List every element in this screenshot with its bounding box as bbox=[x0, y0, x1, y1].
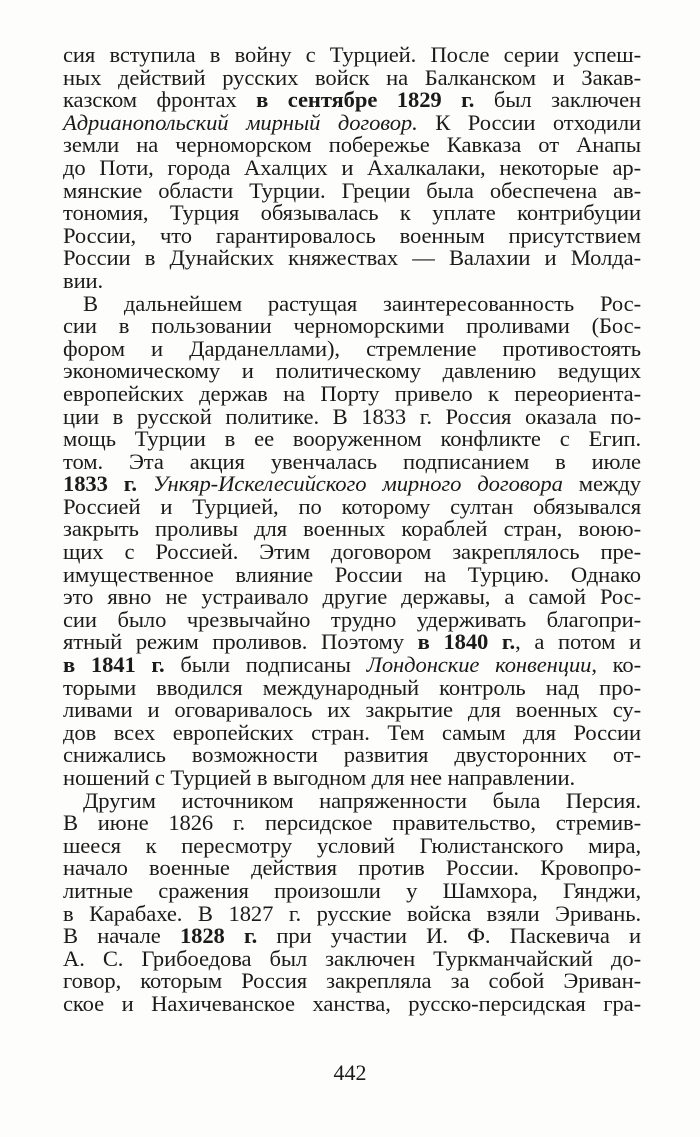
text-line bbox=[63, 222, 641, 248]
text-line bbox=[63, 719, 641, 745]
text-run: начало военные действия против России. Кровопро- bbox=[63, 855, 641, 881]
text-run: это явно не устраивало другие державы, а самой Рос- bbox=[63, 584, 641, 610]
text-run: ных действий русских войск на Балканском и Закав- bbox=[63, 64, 641, 90]
text-run: земли на черноморском побережье Кавказа от Анапы bbox=[63, 132, 641, 158]
text-run: были подписаны bbox=[164, 652, 367, 678]
text-line bbox=[63, 877, 641, 903]
bold-date: в 1841 г. bbox=[63, 652, 165, 678]
text-run: том. Эта акция увенчалась подписанием в июле bbox=[63, 448, 641, 474]
text-run: экономическому и политическому давлению ведущих bbox=[63, 358, 641, 384]
text-run: К России отходили bbox=[417, 109, 641, 135]
text-line bbox=[63, 177, 641, 203]
text-line bbox=[63, 64, 641, 90]
text-line bbox=[63, 857, 641, 880]
text-run: европейских держав на Порту привело к переориента- bbox=[63, 380, 641, 406]
text-line bbox=[63, 473, 641, 496]
italic-term: Лондонские конвенции bbox=[366, 652, 592, 678]
text-run: закрыть проливы для военных кораблей стран, воюю- bbox=[63, 516, 641, 542]
text-line bbox=[63, 134, 641, 157]
text-run: щих с Россией. Этим договором закреплялось пре- bbox=[63, 539, 641, 565]
text-run: при участии И. Ф. Паскевича и bbox=[257, 923, 642, 949]
text-run: А. С. Грибоедова был заключен Туркманчайский до- bbox=[63, 945, 641, 971]
italic-term: Адрианопольский мирный договор. bbox=[63, 109, 418, 135]
bold-date: в 1840 г. bbox=[417, 629, 516, 655]
text-line bbox=[63, 631, 641, 654]
text-line bbox=[63, 428, 641, 451]
text-line bbox=[63, 403, 641, 429]
text-line bbox=[63, 945, 641, 971]
text-run: сия вступила в войну с Турцией. После серии успеш- bbox=[63, 42, 641, 67]
bold-date: в сентябре 1829 г. bbox=[256, 87, 475, 113]
text-line bbox=[63, 267, 641, 293]
text-run: дов всех европейских стран. Тем самым для России bbox=[63, 719, 641, 745]
text-run: В июне 1826 г. персидское правительство, стремив- bbox=[63, 810, 641, 836]
text-run: ношений с Турцией в выгодном для нее направлении. bbox=[63, 765, 576, 790]
text-run: говор, которым Россия закрепляла за собой Эриван- bbox=[63, 968, 641, 994]
paragraph-2 bbox=[63, 290, 642, 790]
paragraph-3 bbox=[63, 787, 642, 1016]
text-line bbox=[63, 89, 641, 112]
text-line bbox=[63, 767, 641, 790]
text-line bbox=[63, 654, 641, 677]
text-run: сии было чрезвычайно трудно удерживать благопри- bbox=[63, 606, 641, 632]
text-run: казском фронтах bbox=[63, 87, 257, 113]
text-run: Другим источником напряженности была Персия. bbox=[83, 787, 641, 813]
text-line bbox=[63, 586, 641, 609]
text-run bbox=[137, 471, 153, 496]
text-line bbox=[63, 290, 641, 316]
text-line bbox=[63, 900, 641, 926]
text-line bbox=[63, 970, 641, 993]
text-run: между bbox=[562, 471, 642, 497]
text-run: России, что гарантировалось военным присутствием bbox=[63, 222, 641, 248]
text-line bbox=[63, 787, 641, 813]
text-line bbox=[63, 518, 641, 541]
text-line bbox=[63, 360, 641, 383]
text-run: России в Дунайских княжествах — Валахии и Молда- bbox=[63, 245, 641, 271]
text-run: снижались возможности развития двусторонних от- bbox=[63, 742, 641, 768]
text-run: , а потом и bbox=[515, 629, 641, 655]
text-run: был заключен bbox=[474, 87, 641, 113]
text-run: Россией и Турцией, по которому султан обязывался bbox=[63, 493, 641, 519]
bold-date: 1828 г. bbox=[179, 923, 258, 949]
text-run: имущественное влияние России на Турцию. Однако bbox=[63, 561, 641, 587]
text-run: шееся к пересмотру условий Гюлистанского мира, bbox=[63, 832, 641, 858]
text-run: ливами и оговаривалось их закрытие для военных су- bbox=[63, 697, 641, 723]
text-run: В дальнейшем растущая заинтересованность Рос- bbox=[83, 290, 641, 316]
text-run: до Поти, города Ахалцих и Ахалкалаки, некоторые ар- bbox=[63, 154, 641, 180]
text-line bbox=[63, 812, 641, 835]
text-run: ятный режим проливов. Поэтому bbox=[63, 629, 418, 655]
text-run: литные сражения произошли у Шамхора, Гянджи, bbox=[63, 877, 641, 903]
text-run: ции в русской политике. В 1833 г. Россия оказала по- bbox=[63, 403, 641, 429]
page-number: 442 bbox=[333, 1060, 367, 1085]
text-line bbox=[63, 832, 641, 858]
text-line bbox=[63, 561, 641, 587]
body-text bbox=[63, 44, 641, 1016]
text-run: мощь Турции в ее вооруженном конфликте с Егип. bbox=[63, 426, 641, 452]
text-line bbox=[63, 744, 641, 767]
bold-date: 1833 г. bbox=[63, 471, 137, 497]
text-run: , ко- bbox=[591, 652, 642, 678]
text-line bbox=[63, 44, 641, 67]
text-line bbox=[63, 247, 641, 270]
text-line bbox=[63, 315, 641, 338]
text-line bbox=[63, 448, 641, 474]
text-line bbox=[63, 541, 641, 564]
text-line bbox=[63, 154, 641, 180]
text-line bbox=[63, 990, 641, 1016]
text-run: мянские области Турции. Греции была обеспечена ав- bbox=[63, 177, 641, 203]
text-line bbox=[63, 380, 641, 406]
text-run: в Карабахе. В 1827 г. русские войска взяли Эривань. bbox=[63, 900, 641, 926]
text-line bbox=[63, 606, 641, 632]
text-line bbox=[63, 674, 641, 700]
text-line bbox=[63, 493, 641, 519]
text-run: ское и Нахичеванское ханства, русско-персидская гра- bbox=[63, 990, 641, 1016]
text-line bbox=[63, 699, 641, 722]
text-run: В начале bbox=[63, 923, 180, 949]
text-run: торыми вводился международный контроль над про- bbox=[63, 674, 641, 700]
text-line bbox=[63, 109, 641, 135]
text-run: тономия, Турция обязывалась к уплате контрибуции bbox=[63, 200, 641, 226]
text-line bbox=[63, 335, 641, 361]
text-line bbox=[63, 925, 641, 948]
text-run: фором и Дарданеллами), стремление противостоять bbox=[63, 335, 641, 361]
text-run: вии. bbox=[63, 267, 104, 293]
paragraph-1 bbox=[63, 44, 641, 293]
text-line bbox=[63, 202, 641, 225]
text-run: сии в пользовании черноморскими проливами (Бос- bbox=[63, 313, 641, 339]
italic-term: Ункяр-Искелесийского мирного договора bbox=[152, 471, 563, 497]
